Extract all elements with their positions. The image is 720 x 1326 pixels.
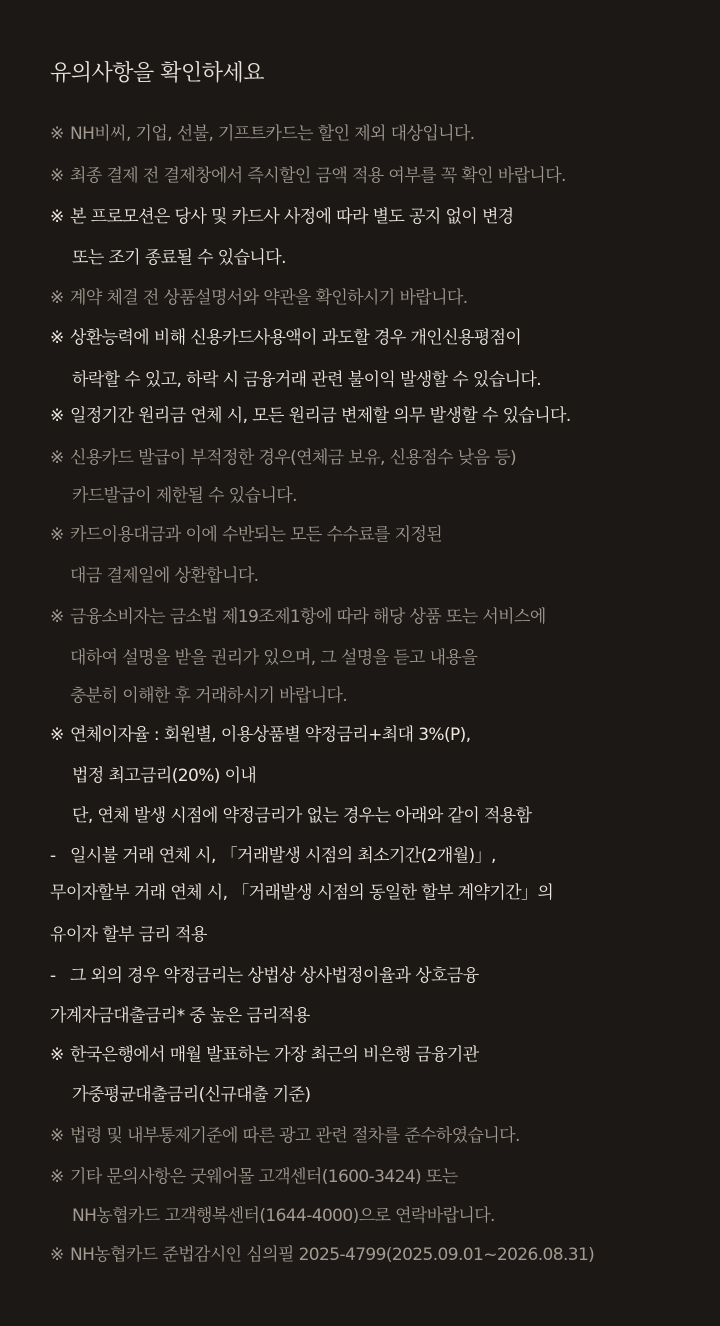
sub-text: 그 외의 경우 약정금리는 상법상 상사법정이율과 상호금융 bbox=[70, 966, 479, 986]
note-item bbox=[50, 1243, 594, 1267]
note-mark: ※ bbox=[50, 406, 64, 426]
note-mark: ※ bbox=[50, 1045, 64, 1065]
note-text-continuation: 법정 최고금리(20%) 이내 bbox=[72, 766, 257, 786]
note-text: 법령 및 내부통제기준에 따른 광고 관련 절차를 준수하였습니다. bbox=[70, 1126, 520, 1146]
note-mark: ※ bbox=[50, 207, 64, 227]
note-item bbox=[50, 286, 468, 310]
note-item bbox=[50, 605, 546, 629]
note-text-continuation: 대금 결제일에 상환합니다. bbox=[70, 566, 259, 586]
note-item bbox=[50, 404, 571, 428]
sub-item bbox=[50, 844, 496, 868]
note-text: 본 프로모션은 당사 및 카드사 사정에 따라 별도 공지 없이 변경 bbox=[70, 207, 514, 227]
note-text: 일정기간 원리금 연체 시, 모든 원리금 변제할 의무 발생할 수 있습니다. bbox=[70, 406, 571, 426]
note-text: 카드이용대금과 이에 수반되는 모든 수수료를 지정된 bbox=[70, 525, 443, 545]
sub-text-continuation: 가계자금대출금리* 중 높은 금리적용 bbox=[50, 1006, 310, 1026]
sub-text-continuation: 무이자할부 거래 연체 시, 「거래발생 시점의 동일한 할부 계약기간」의 bbox=[50, 883, 554, 903]
sub-text-continuation: 유이자 할부 금리 적용 bbox=[50, 925, 207, 945]
note-mark: ※ bbox=[50, 124, 64, 144]
note-mark: ※ bbox=[50, 725, 64, 745]
note-text-continuation: 대하여 설명을 받을 권리가 있으며, 그 설명을 듣고 내용을 bbox=[70, 648, 478, 668]
page-title: 유의사항을 확인하세요 bbox=[50, 61, 265, 86]
note-item bbox=[50, 1165, 458, 1189]
note-text-continuation: 하락할 수 있고, 하락 시 금융거래 관련 불이익 발생할 수 있습니다. bbox=[72, 370, 542, 390]
note-text: 한국은행에서 매월 발표하는 가장 최근의 비은행 금융기관 bbox=[70, 1045, 479, 1065]
note-mark: ※ bbox=[50, 525, 64, 545]
note-item bbox=[50, 122, 475, 146]
note-text-continuation: 단, 연체 발생 시점에 약정금리가 없는 경우는 아래와 같이 적용함 bbox=[72, 806, 532, 826]
note-text: 기타 문의사항은 굿웨어몰 고객센터(1600-3424) 또는 bbox=[70, 1167, 458, 1187]
dash-mark: - bbox=[50, 966, 56, 986]
note-mark: ※ bbox=[50, 288, 64, 308]
note-item bbox=[50, 723, 471, 747]
note-text: 금융소비자는 금소법 제19조제1항에 따라 해당 상품 또는 서비스에 bbox=[70, 607, 546, 627]
note-text-continuation: NH농협카드 고객행복센터(1644-4000)으로 연락바랍니다. bbox=[72, 1206, 495, 1226]
note-mark: ※ bbox=[50, 1245, 64, 1265]
note-item bbox=[50, 326, 521, 350]
note-item bbox=[50, 523, 442, 547]
note-text-continuation: 가중평균대출금리(신규대출 기준) bbox=[72, 1085, 311, 1105]
note-item bbox=[50, 1043, 479, 1067]
note-item bbox=[50, 205, 514, 229]
note-text: 신용카드 발급이 부적정한 경우(연체금 보유, 신용점수 낮음 등) bbox=[70, 448, 517, 468]
note-text: 상환능력에 비해 신용카드사용액이 과도할 경우 개인신용평점이 bbox=[70, 328, 522, 348]
note-mark: ※ bbox=[50, 448, 64, 468]
note-mark: ※ bbox=[50, 1126, 64, 1146]
note-item bbox=[50, 164, 566, 188]
note-mark: ※ bbox=[50, 328, 64, 348]
sub-item bbox=[50, 964, 479, 988]
note-mark: ※ bbox=[50, 1167, 64, 1187]
note-text-continuation: 충분히 이해한 후 거래하시기 바랍니다. bbox=[70, 686, 348, 706]
note-item bbox=[50, 446, 516, 470]
sub-text: 일시불 거래 연체 시, 「거래발생 시점의 최소기간(2개월)」, bbox=[70, 846, 496, 866]
note-mark: ※ bbox=[50, 166, 64, 186]
note-text-continuation: 또는 조기 종료될 수 있습니다. bbox=[72, 248, 286, 268]
note-text: NH비씨, 기업, 선불, 기프트카드는 할인 제외 대상입니다. bbox=[70, 124, 475, 144]
note-text: 계약 체결 전 상품설명서와 약관을 확인하시기 바랍니다. bbox=[70, 288, 468, 308]
note-text: 연체이자율 : 회원별, 이용상품별 약정금리+최대 3%(P), bbox=[70, 725, 471, 745]
note-text-continuation: 카드발급이 제한될 수 있습니다. bbox=[72, 486, 297, 506]
note-item bbox=[50, 1124, 520, 1148]
note-mark: ※ bbox=[50, 607, 64, 627]
note-text: NH농협카드 준법감시인 심의필 2025-4799(2025.09.01~2026.08.31) bbox=[70, 1245, 595, 1265]
dash-mark: - bbox=[50, 846, 56, 866]
note-text: 최종 결제 전 결제창에서 즉시할인 금액 적용 여부를 꼭 확인 바랍니다. bbox=[70, 166, 566, 186]
